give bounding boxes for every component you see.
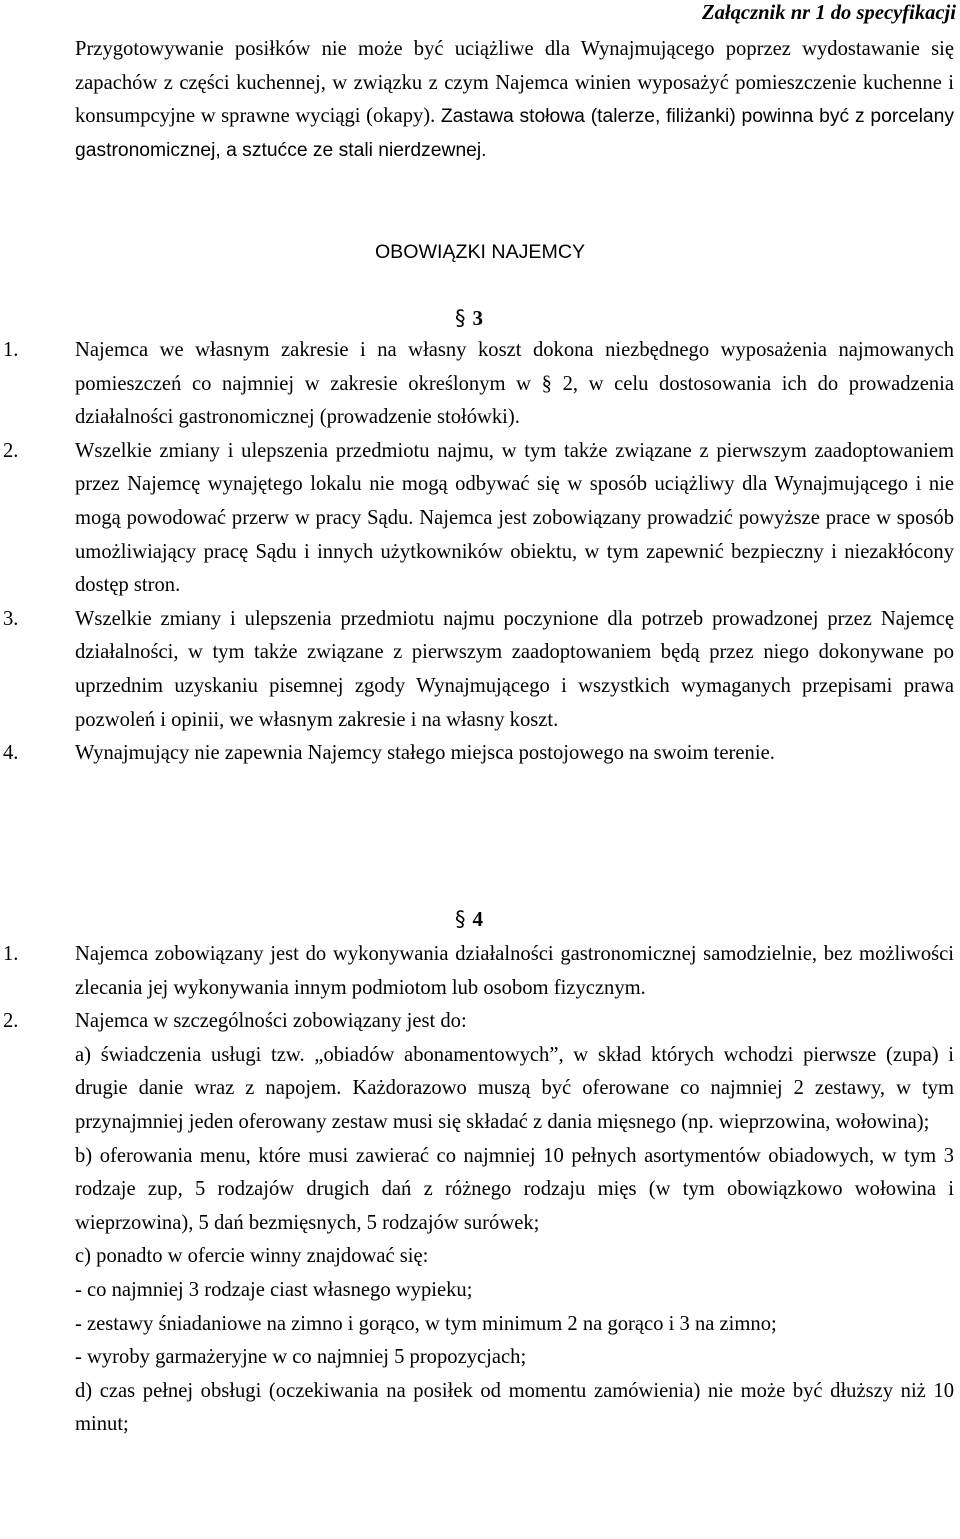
item-number: 2.: [3, 1010, 19, 1033]
item-number: 1.: [3, 943, 19, 965]
item-text: Wszelkie zmiany i ulepszenia przedmiotu najmu, w tym także związane z pierwszym zaadoptowaniem przez Najemcę wynajętego lokalu nie mogą odbywać się w sposób uciążliwy dla Wynajmującego i nie mogą powodować przerw w pracy Sądu. Najemca jest zobowiązany prowadzić powyższe prace w sposób umożliwiający pracę Sądu i innych użytkowników obiektu, w tym zapewnić bezpieczny i niezakłócony dostęp stron.: [75, 439, 954, 597]
item-number: 4.: [3, 742, 19, 765]
item-number: 3.: [3, 607, 19, 630]
item-text: Najemca we własnym zakresie i na własny koszt dokona niezbędnego wyposażenia najmowanych pomieszczeń co najmniej w zakresie określonym w § 2, w celu dostosowania ich do prowadzenia działalności gastronomicznej (prowadzenie stołówki).: [75, 339, 954, 429]
item-text: Najemca zobowiązany jest do wykonywania działalności gastronomicznej samodzielnie, bez możliwości zlecania jej wykonywania innym podmiotom lub osobom fizycznym.: [75, 943, 954, 999]
list-item: [0, 737, 954, 771]
item-text: Wszelkie zmiany i ulepszenia przedmiotu najmu poczynione dla potrzeb prowadzonej przez Najemcę działalności, w tym także związane z pierwszym zaadoptowaniem będą przez niego dokonywane po uprzednim uzyskaniu pisemnej zgody Wynajmującego i wszystkich wymaganych przepisami prawa pozwoleń i opinii, we własnym zakresie i na własny koszt.: [75, 607, 954, 731]
attachment-header: Załącznik nr 1 do specyfikacji: [702, 2, 956, 24]
section-symbol: §: [455, 306, 466, 330]
subitem-b: b) oferowania menu, które musi zawierać co najmniej 10 pełnych asortymentów obiadowych, w tym 3 rodzaje zup, 5 rodzajów drugich dań z różnego rodzaju mięs (w tym obowiązkowo wołowina i wieprzowina), 5 dań bezmięsnych, 5 rodzajów surówek;: [75, 1144, 954, 1234]
intro-text-kitchen: Przygotowywanie posiłków nie może być uciążliwe dla Wynajmującego poprzez wydostawanie się zapachów z części kuchennej, w związku z czym Najemca winien wyposażyć pomieszczenie kuchenne i konsumpcyjne w sprawne wyciągi (okapy).: [75, 38, 954, 128]
subitem-c-cakes: - co najmniej 3 rodzaje ciast własnego wypieku;: [75, 1278, 473, 1301]
item-lead: Najemca w szczególności zobowiązany jest do:: [75, 1010, 467, 1033]
subitem-c-breakfast: - zestawy śniadaniowe na zimno i gorąco, w tym minimum 2 na gorąco i 3 na zimno;: [75, 1312, 777, 1335]
list-item: [0, 334, 954, 435]
subitem-a: a) świadczenia usługi tzw. „obiadów abonamentowych”, w skład których wchodzi pierwsze (zupa) i drugie danie wraz z napojem. Każdorazowo muszą być oferowane co najmniej 2 zestawy, w tym przynajmniej jeden oferowany zestaw musi się składać z dania mięsnego (np. wieprzowina, wołowina);: [75, 1043, 954, 1133]
section-symbol: §: [455, 907, 466, 931]
list-item: [0, 435, 954, 603]
intro-text-tableware: Zastawa stołowa (talerze, filiżanki) powinna być z porcelany gastronomicznej, a sztućce ze stali nierdzewnej.: [75, 106, 954, 161]
subitem-d: d) czas pełnej obsługi (oczekiwania na posiłek od momentu zamówienia) nie może być dłuższy niż 10 minut;: [75, 1379, 954, 1436]
list-item: [0, 1005, 954, 1442]
section-number: 4: [472, 907, 483, 931]
section-3-title: [455, 303, 483, 333]
list-item: [0, 938, 954, 1005]
subitem-c-delicatessen: - wyroby garmażeryjne w co najmniej 5 propozycjach;: [75, 1346, 527, 1369]
list-item: [0, 603, 954, 737]
section-heading-obligations: OBOWIĄZKI NAJEMCY: [374, 241, 586, 263]
item-number: 2.: [3, 439, 19, 462]
section-number: 3: [472, 306, 483, 330]
section-3-list: [0, 334, 954, 771]
section-4-list: [0, 938, 954, 1442]
intro-paragraph: [75, 33, 954, 167]
item-text: Wynajmujący nie zapewnia Najemcy stałego miejsca postojowego na swoim terenie.: [75, 742, 775, 765]
item-number: 1.: [3, 339, 19, 361]
section-4-title: [455, 904, 483, 934]
subitem-c: c) ponadto w ofercie winny znajdować się:: [75, 1245, 429, 1268]
